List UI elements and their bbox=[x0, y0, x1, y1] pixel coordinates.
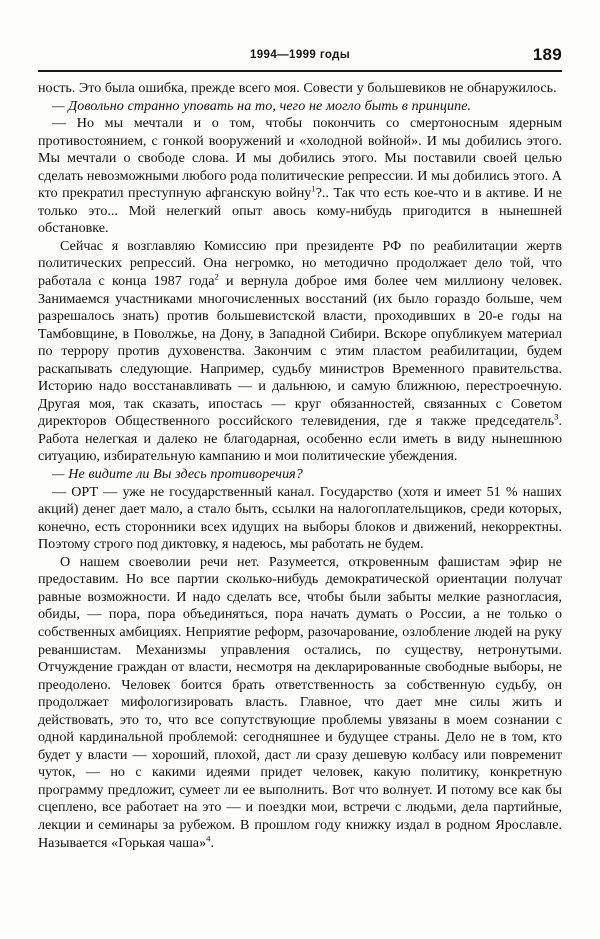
paragraph-3-text-part-1: О нашем своеволии речи нет. Разумеется, откровенным фашистам эфир не предоставим. Но все партии сколько-нибудь демократической ориентации получат равные возможности. И надо сделать все, чтобы были забыты мелкие разногласия, обиды, — пора, пора объединяться, пора начать думать о России, а не только о собственных амбициях. Неприятие реформ, разочарование, озлобление людей на руку реваншистам. Механизмы управления остались, по существу, нетронутыми. Отчуждение граждан от власти, несмотря на декларированные свободные выборы, не преодолено. Человек боится брать ответственность за собственную судьбу, он продолжает мифологизировать власть. Главное, что дает мне силы жить и действовать, это то, что все сопутствующие проблемы увязаны в моем сознании с одной кардинальной проблемой: сегодняшнее и будущее страны. Дело не в том, кто будет у власти — хороший, плохой, даст ли сразу дешевую колбасу или повременит чуток, — но с какими идеями придет человек, какую политику, конкретную программу предложит, сумеет ли ее выполнить. Вот что волнует. И потому все как бы сцеплено, все работает на это — и поездки мои, встречи с людьми, дела партийные, лекции и семинары за рубежом. В прошлом году книжку издал в родном Ярославле. Называется «Горькая чаша» bbox=[38, 553, 562, 851]
footnote-marker-1: 1 bbox=[311, 183, 316, 194]
paragraph-continued: ность. Это была ошибка, прежде всего моя. Совести у большевиков не обнаружилось. bbox=[38, 80, 557, 96]
running-head-title: 1994—1999 годы bbox=[249, 49, 351, 61]
interview-answer-1 bbox=[38, 115, 562, 238]
footnote-marker-4: 4 bbox=[206, 832, 211, 843]
paragraph-3-text-part-2: . bbox=[210, 834, 215, 851]
answer-1-text-before-footnote: — Но мы мечтали и о том, чтобы покончить со смертоносным ядерным противостоянием, с гонкой вооружений и «холодной войной». И мы добились этого. Мы мечтали о свободе слова. И мы добились этого. Мы поставили своей целью сделать невозможными любого рода политические репрессии. И мы добились этого. А кто прекратил преступную афганскую войну bbox=[38, 115, 562, 202]
page-number: 189 bbox=[532, 45, 562, 64]
interview-answer-2: — ОРТ — уже не государственный канал. Государство (хотя и имеет 51 % наших акций) денег дает мало, а стало быть, ссылки на налогоплательщиков, среди которых, конечно, есть сторонники всех идущих на выборы блоков и движений, некорректны. Поэтому строго под диктовку, я надеюсь, мы работать не будем. bbox=[38, 483, 562, 553]
interview-question-1: — Довольно странно уповать на то, чего не могло быть в принципе. bbox=[52, 97, 472, 114]
answer-1-text-after-footnote: ?.. Так что есть кое-что и в активе. И не только это... Мой нелегкий опыт авось кому-нибудь пригодится в нынешней обстановке. bbox=[38, 185, 562, 237]
footnote-marker-3: 3 bbox=[554, 411, 559, 422]
interview-question-2: — Не видите ли Вы здесь противоречия? bbox=[52, 466, 303, 483]
running-head bbox=[38, 47, 562, 69]
paragraph-2-text-part-2: и вернула доброе имя более чем миллиону человек. Занимаемся участниками многочисленных восстаний (их было гораздо больше, чем разрешалось знать) против большевистской власти, проходивших в 20-е годы на Тамбовщине, в Поволжье, на Дону, в Западной Сибири. Вскоре опубликуем материал по террору против духовенства. Закончим с этим пластом реабилитации, будем раскапывать следующие. Например, судьбу министров Временного правительства. Историю надо восстанавливать — и дальнюю, и самую ближнюю, перестроечную. Другая моя, так сказать, ипостась — круг обязанностей, связанных с Советом директоров Общественного российского телевидения, где я также председатель bbox=[38, 273, 562, 430]
header-rule-divider bbox=[38, 70, 562, 72]
paragraph-commission bbox=[38, 238, 562, 466]
paragraph-2-text-part-1: Сейчас я возглавляю Комиссию при президенте РФ по реабилитации жертв политических репрессий. Она негромко, но методично продолжает дело той, что работала с конца 1987 года bbox=[38, 237, 562, 290]
paragraph-2-text-part-3: . Работа нелегкая и далеко не благодарная, особенно если иметь в виду нынешнюю ситуацию, избирательную кампанию и мои политические убеждения. bbox=[38, 413, 562, 465]
footnote-marker-2: 2 bbox=[214, 271, 219, 282]
paragraph-closing bbox=[38, 554, 562, 852]
page-text-body bbox=[38, 80, 562, 852]
